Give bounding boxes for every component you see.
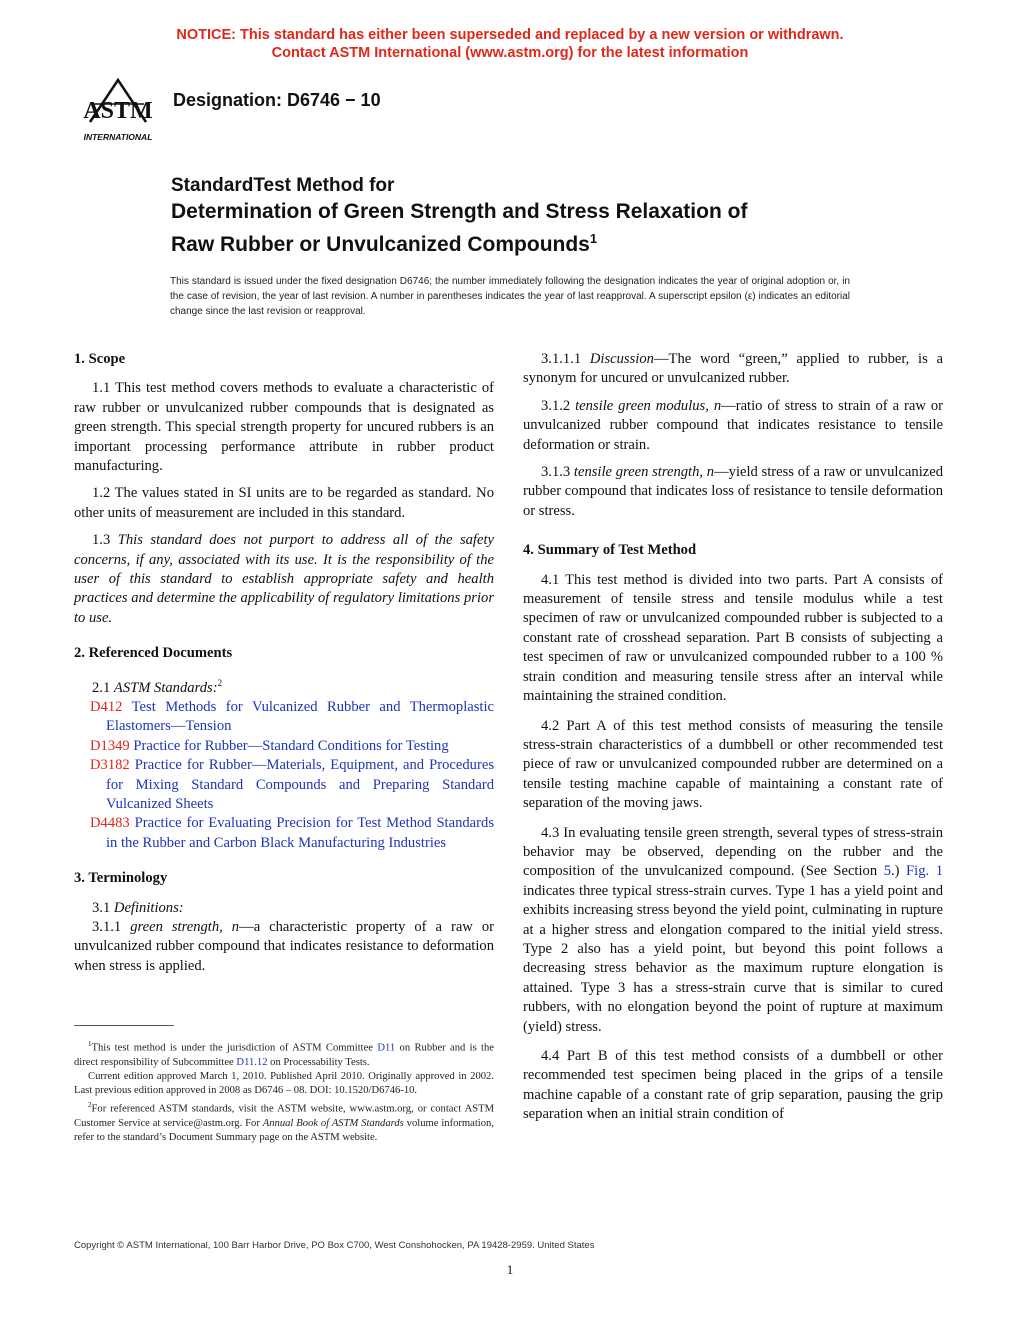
para-4-3-b: .) (890, 863, 907, 880)
para-4-4: 4.4 Part B of this test method consists of a dumbbell or other recommended test specimen being placed in the grips of a tensile machine capable of a constant rate of grip separation, pausing the grip separation when an initial strain condition of (523, 1048, 943, 1123)
ref-item[interactable] (74, 756, 494, 814)
ref-id[interactable]: D1349 (90, 737, 130, 754)
para-2-1-sup: 2 (217, 677, 223, 688)
para-1-3-text: This standard does not purport to address all of the safety concerns, if any, associated with its use. It is the responsibility of the user of this standard to establish appropriate safety and health practices and determine the applicability of regulatory limitations prior to use. (74, 532, 494, 626)
para-3-1-num: 3.1 (92, 899, 111, 916)
para-1-3 (74, 531, 494, 628)
para-3-1-2-term: tensile green modulus, n (575, 397, 722, 414)
para-3-1-1-1-num: 3.1.1.1 (541, 351, 582, 367)
para-1-1: 1.1 This test method covers methods to evaluate a characteristic of raw rubber or unvulcanized rubber compounds that is designated as green strength. This special strength property for uncured rubbers is an important processing performance attribute in rubber product manufacturing. (74, 380, 494, 475)
page-number: 1 (506, 1262, 514, 1277)
ref-id[interactable]: D4483 (90, 815, 130, 832)
para-4-2: 4.2 Part A of this test method consists of measuring the tensile stress-strain characteristics of a dumbbell or other recommended test piece of raw or unvulcanized compounded rubber are determined on a tensile testing machine capable of maintaining a constant rate of separation of the moving jaws. (523, 717, 943, 812)
astm-logo (72, 74, 164, 146)
footnote-rule (74, 1025, 174, 1026)
para-3-1-3-num: 3.1.3 (541, 464, 571, 481)
footnote-2-mark: 2 (88, 1101, 92, 1110)
scope-heading: 1. Scope (74, 351, 126, 367)
para-3-1-2-num: 3.1.2 (541, 397, 571, 414)
title-footnote-mark: 1 (589, 231, 598, 246)
footnote-2 (74, 1098, 494, 1145)
para-2-1-text: ASTM Standards: (113, 679, 218, 696)
notice-line-2: Contact ASTM International (www.astm.org) for the latest information (271, 45, 749, 61)
ref-item[interactable] (74, 737, 494, 756)
para-3-1-3-text: —yield stress of a raw or unvulcanized rubber compound that indicates loss of resistance to tensile deformation or stress. (523, 464, 943, 519)
fig-1-link[interactable]: Fig. 1 (906, 863, 943, 880)
para-3-1-2-text: —ratio of stress to strain of a raw or unvulcanized rubber compound that indicates resistance to tensile deformation or strain. (523, 397, 943, 453)
designation: Designation: D6746 − 10 (173, 90, 381, 110)
ref-id[interactable]: D3182 (90, 757, 130, 774)
ref-id[interactable]: D412 (90, 698, 123, 715)
para-3-1 (74, 899, 494, 918)
footnote-1-c: on Processability Tests. (267, 1056, 370, 1068)
title-line-1: Determination of Green Strength and Stress Relaxation of (171, 200, 748, 223)
refdocs-heading: 2. Referenced Documents (74, 645, 233, 662)
footnote-2-a: For referenced ASTM standards, visit the ASTM website, www.astm.org, or contact ASTM Customer Service at service@astm.org. For (74, 1103, 494, 1130)
para-3-1-1-1-text: —The word “green,” applied to rubber, is a synonym for uncured or unvulcanized rubber. (523, 351, 943, 387)
right-column (523, 350, 943, 1125)
para-3-1-1-1-term: Discussion (589, 351, 654, 367)
astm-logo-text: ASTM (83, 98, 153, 124)
footnote-1-mark: 1 (88, 1040, 92, 1048)
ref-title[interactable]: Practice for Rubber—Materials, Equipment, and Procedures for Mixing Standard Compounds and Preparing Standard Vulcanized Sheets (106, 757, 494, 812)
footnotes (74, 1037, 494, 1145)
terminology-heading: 3. Terminology (74, 870, 168, 887)
subcommittee-d11-12-link[interactable]: D11.12 (236, 1056, 268, 1068)
summary-heading: 4. Summary of Test Method (523, 542, 697, 559)
para-3-1-3 (523, 463, 943, 521)
para-4-1: 4.1 This test method is divided into two parts. Part A consists of measurement of tensile stress and tensile modulus while a test specimen of raw or unvulcanized compounded rubber is subjected to a constant rate of crosshead separation. Part B consists of subjecting a test specimen of raw or unvulcanized compounded rubber to a 100 % strain condition and measuring tensile stress after an interval while maintaining the strained condition. (523, 571, 943, 705)
para-2-1-num: 2.1 (92, 679, 111, 696)
committee-d11-link[interactable]: D11 (377, 1042, 396, 1054)
ref-title[interactable]: Practice for Evaluating Precision for Test Method Standards in the Rubber and Carbon Black Manufacturing Industries (106, 815, 494, 851)
astm-logo-subtext: INTERNATIONAL (83, 132, 153, 142)
footnote-1-edition: Current edition approved March 1, 2010. Published April 2010. Originally approved in 2002. Last previous edition approved in 2008 as D6746 – 08. DOI: 10.1520/D6746-10. (74, 1070, 494, 1097)
para-2-1 (74, 674, 494, 698)
preamble: This standard is issued under the fixed designation D6746; the number immediately following the designation indicates the year of original adoption or, in the case of revision, the year of last revision. A number in parentheses indicates the year of last reapproval. A superscript epsilon (ε) indicates an editorial change since the last revision or reapproval. (170, 276, 850, 317)
copyright: Copyright © ASTM International, 100 Barr Harbor Drive, PO Box C700, West Conshohocken, PA 19428-2959. United States (74, 1240, 595, 1251)
section-5-link[interactable]: 5 (883, 863, 891, 880)
para-3-1-2 (523, 397, 943, 455)
para-3-1-1-1 (523, 350, 943, 389)
left-column (74, 350, 494, 976)
notice-line-1: NOTICE: This standard has either been superseded and replaced by a new version or withdrawn. (176, 27, 844, 43)
para-4-3-c: indicates three typical stress-strain curves. Type 1 has a yield point and exhibits increasing stress beyond the yield point, culminating in rupture at a higher stress and elongation compared to the initial yield stress. Type 2 also has a yield point, but beyond this point follows a decreasing stress behavior as the maximum rupture elongation is attained. Type 3 has a stress-strain curve that is similar to cured rubbers, with no elongation beyond the point of rupture at maximum (yield) stress. (523, 882, 943, 1035)
ref-item[interactable] (74, 814, 494, 853)
footnote-2-b: volume information, refer to the standard’s Document Summary page on the ASTM website. (74, 1118, 494, 1144)
para-3-1-text: Definitions: (113, 899, 184, 916)
title-prefix: StandardTest Method for (171, 175, 395, 196)
document-title (171, 174, 871, 258)
para-3-1-1-term: green strength, n (130, 919, 240, 936)
para-3-1-3-term: tensile green strength, n (573, 464, 715, 481)
title-line-2-text: Raw Rubber or Unvulcanized Compounds (171, 233, 590, 256)
para-4-3-a: 4.3 In evaluating tensile green strength, several types of stress-strain behavior may be observed, depending on the rubber and the composition of the unvulcanized compound. (See Section (523, 824, 943, 880)
ref-title[interactable]: Test Methods for Vulcanized Rubber and Thermoplastic Elastomers—Tension (106, 698, 494, 735)
para-1-2: 1.2 The values stated in SI units are to be regarded as standard. No other units of measurement are included in this standard. (74, 485, 494, 521)
footnote-1 (74, 1037, 494, 1070)
supersession-notice (0, 26, 1020, 62)
footnote-1-b: on Rubber and is the direct responsibility of Subcommittee (74, 1042, 494, 1068)
footnote-1-a: This test method is under the jurisdiction of ASTM Committee (91, 1042, 378, 1054)
para-3-1-1-num: 3.1.1 (92, 919, 122, 936)
title-line-2 (171, 225, 871, 258)
footnote-2-em: Annual Book of ASTM Standards (262, 1118, 404, 1130)
para-3-1-1 (74, 918, 494, 976)
ref-title[interactable]: Practice for Rubber—Standard Conditions for Testing (133, 737, 449, 754)
para-1-3-num: 1.3 (92, 532, 111, 549)
ref-item[interactable] (74, 698, 494, 737)
para-3-1-1-text: —a characteristic property of a raw or unvulcanized rubber compound that indicates resistance to deformation when stress is applied. (74, 919, 494, 974)
para-4-3 (523, 824, 943, 1037)
